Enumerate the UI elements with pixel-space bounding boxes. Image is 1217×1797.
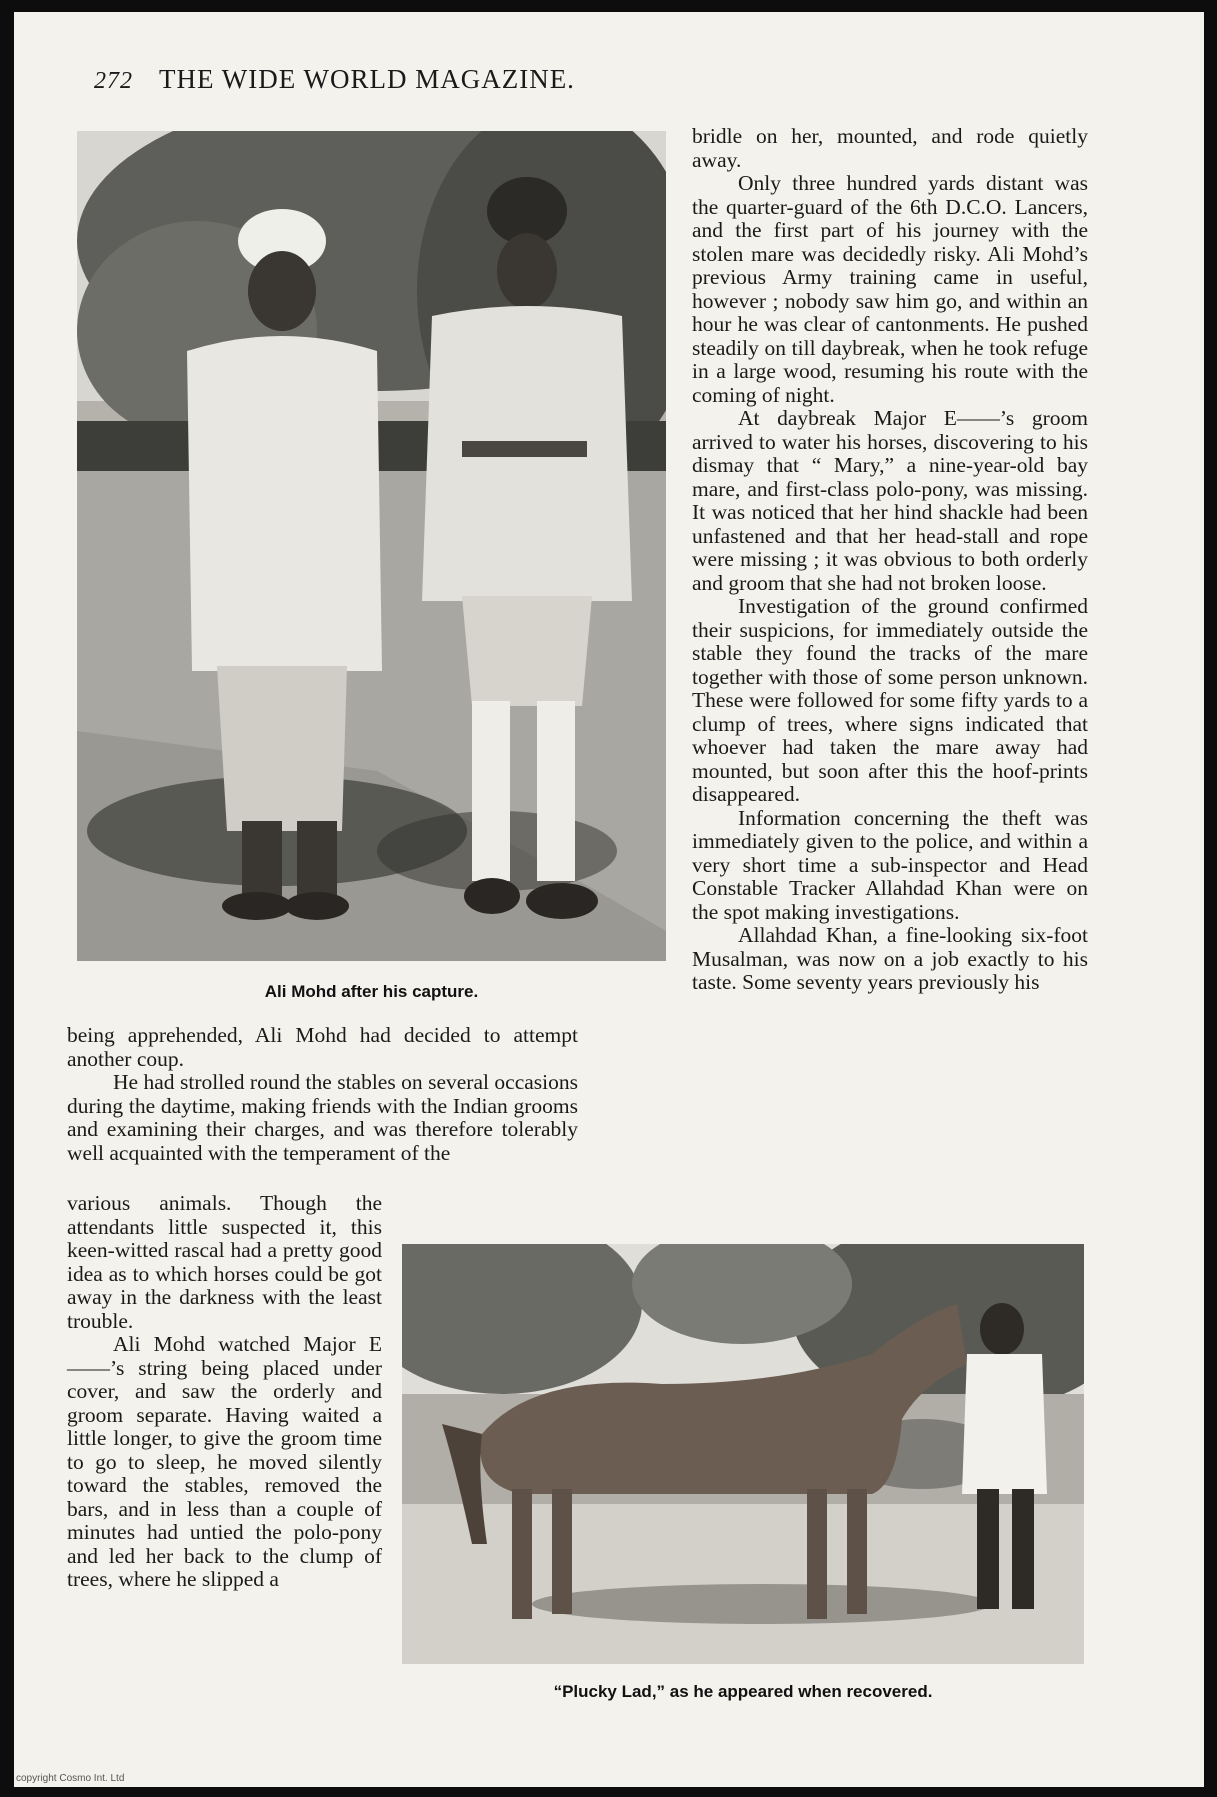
caption-bottom-photo: “Plucky Lad,” as he appeared when recovered. [553,1682,933,1701]
running-header [94,64,575,95]
paragraph: Allahdad Khan, a fine-looking six-foot Musalman, was now on a job exactly to his taste. Some seventy years previously his [692,923,1088,994]
text-column-right [692,125,1088,995]
copyright-notice: copyright Cosmo Int. Ltd [16,1773,125,1784]
paragraph: Ali Mohd watched Major E——’s string being placed under cover, and saw the orderly and groom separate. Having waited a little longer, to give the groom time to go to sleep, he moved silently toward the stables, removed the bars, and in less than a couple of minutes had untied the polo-pony and led her back to the clump of trees, where he slipped a [67,1332,382,1591]
paragraph: Investigation of the ground confirmed their suspicions, for immediately outside the stable they found the tracks of the mare together with those of some person unknown. These were followed for some fifty yards to a clump of trees, where signs indicated that whoever had taken the mare away had mounted, but soon after this the hoof-prints disappeared. [692,594,1088,806]
paragraph: At daybreak Major E——’s groom arrived to water his horses, discovering to his dismay that “ Mary,” a nine-year-old bay mare, and first-class polo-pony, was missing. It was noticed that her hind shackle had been unfastened and that her head-stall and rope were missing ; it was obvious to both orderly and groom that she had not broken loose. [692,406,1088,595]
magazine-page [14,12,1204,1787]
magazine-title: THE WIDE WORLD MAGAZINE. [159,64,575,94]
paragraph: He had strolled round the stables on several occasions during the daytime, making friends with the Indian grooms and examining their charges, and was therefore tolerably well acquainted with the temperament of the [67,1070,578,1165]
paragraph: Only three hundred yards distant was the quarter-guard of the 6th D.C.O. Lancers, and the first part of his journey with the stolen mare was decidedly risky. Ali Mohd’s previous Army training came in useful, however ; nobody saw him go, and within an hour he was clear of cantonments. He pushed steadily on till daybreak, when he took refuge in a large wood, resuming his route with the coming of night. [692,171,1088,407]
photo-ali-mohd [77,131,666,961]
text-column-narrow [67,1192,382,1592]
page-number: 272 [94,68,133,94]
text-column-left [67,1024,578,1165]
photo-plucky-lad [402,1244,1084,1664]
paragraph: various animals. Though the attendants little suspected it, this keen-witted rascal had a pretty good idea as to which horses could be got away in the darkness with the least trouble. [67,1191,382,1333]
paragraph: bridle on her, mounted, and rode quietly away. [692,124,1088,172]
paragraph: Information concerning the theft was immediately given to the police, and within a very short time a sub-inspector and Head Constable Tracker Allahdad Khan were on the spot making investigations. [692,805,1088,924]
paragraph: being apprehended, Ali Mohd had decided to attempt another coup. [67,1023,578,1071]
caption-top-photo: Ali Mohd after his capture. [264,982,479,1001]
